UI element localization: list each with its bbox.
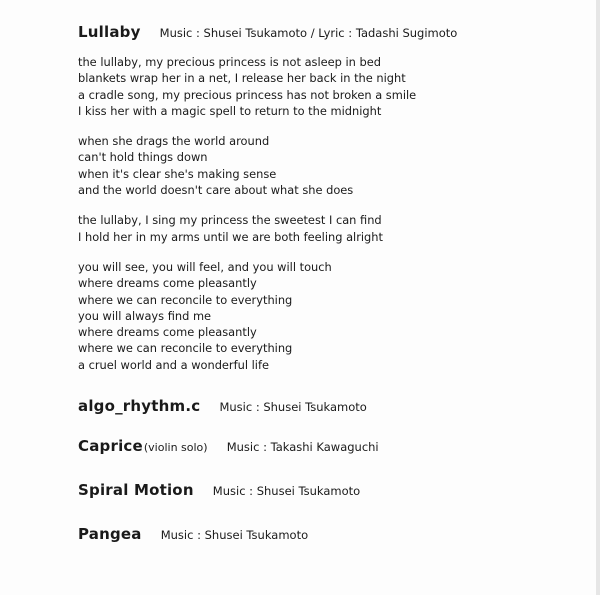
lyric-line: where we can reconcile to everything	[78, 292, 293, 307]
lyric-line: can't hold things down	[78, 150, 208, 165]
lyric-line: I kiss her with a magic spell to return to the midnight	[78, 103, 382, 118]
song-title: algo_rhythm.c	[78, 397, 201, 415]
lyric-line: I hold her in my arms until we are both feeling alright	[78, 229, 383, 244]
song-credit: Music : Shusei Tsukamoto	[212, 484, 361, 498]
song-credit: Music : Takashi Kawaguchi	[226, 440, 379, 454]
lyric-line: blankets wrap her in a net, I release her back in the night	[78, 71, 406, 86]
lyric-line: where we can reconcile to everything	[78, 341, 293, 356]
lyric-line: when it's clear she's making sense	[78, 166, 277, 181]
song-title: Caprice	[78, 437, 143, 455]
lyric-line: where dreams come pleasantly	[78, 276, 257, 291]
song-credit: Music : Shusei Tsukamoto / Lyric : Tadashi Sugimoto	[159, 26, 458, 40]
song-title: Lullaby	[78, 23, 141, 41]
song-header-spiral-motion	[78, 480, 360, 499]
lyric-line: and the world doesn't care about what she does	[78, 183, 354, 198]
song-credit: Music : Shusei Tsukamoto	[160, 528, 309, 542]
song-header-pangea	[78, 524, 308, 543]
song-credit: Music : Shusei Tsukamoto	[219, 400, 367, 414]
lyrics-stanza-2	[78, 133, 578, 198]
lyric-line: you will always find me	[78, 308, 212, 323]
lyrics	[78, 54, 578, 387]
song-title-note: (violin solo)	[143, 441, 208, 454]
song-header-lullaby	[78, 22, 457, 41]
song-header-algo-rhythm	[78, 396, 367, 415]
lyric-line: a cruel world and a wonderful life	[78, 357, 269, 372]
song-title: Pangea	[78, 525, 142, 543]
lyric-line: the lullaby, my precious princess is not asleep in bed	[78, 55, 381, 69]
lyric-line: the lullaby, I sing my princess the sweetest I can find	[78, 213, 382, 228]
lyrics-stanza-3	[78, 212, 578, 245]
page-edge	[596, 0, 600, 595]
lyric-line: you will see, you will feel, and you will touch	[78, 259, 332, 274]
lyrics-stanza-1	[78, 54, 578, 119]
lyric-line: where dreams come pleasantly	[78, 325, 257, 340]
song-header-caprice	[78, 436, 379, 455]
lyric-line: when she drags the world around	[78, 134, 270, 149]
song-title: Spiral Motion	[78, 481, 194, 499]
lyrics-stanza-4	[78, 259, 578, 373]
lyric-line: a cradle song, my precious princess has not broken a smile	[78, 87, 417, 102]
